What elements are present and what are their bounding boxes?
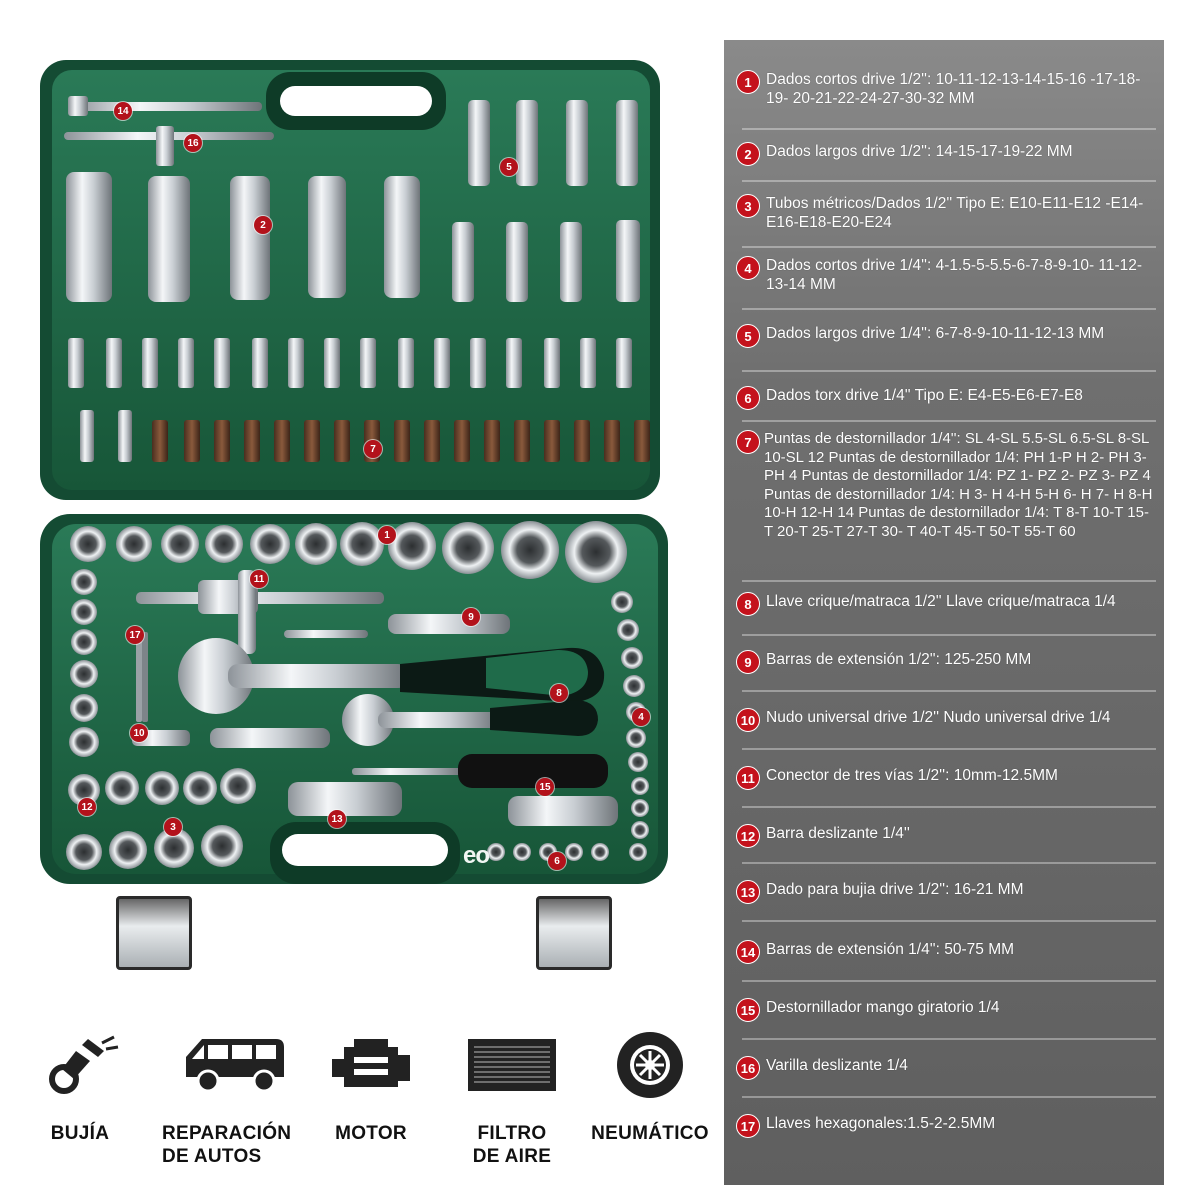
tire-icon: [580, 1030, 720, 1100]
legend-number-badge: 6: [736, 386, 760, 410]
legend-number-badge: 12: [736, 824, 760, 848]
legend-text: Varilla deslizante 1/4: [766, 1057, 908, 1074]
legend-text: Tubos métricos/Dados 1/2'' Tipo E: E10-E11-E12 -E14-E16-E18-E20-E24: [766, 195, 1144, 231]
divider: [742, 690, 1156, 692]
divider: [742, 748, 1156, 750]
marker-9: 9: [462, 608, 480, 626]
legend-number-badge: 16: [736, 1056, 760, 1080]
legend-item: [736, 880, 1154, 899]
divider: [742, 246, 1156, 248]
engine-icon: [326, 1030, 416, 1100]
divider: [742, 980, 1156, 982]
marker-13: 13: [328, 810, 346, 828]
legend-text: Llave crique/matraca 1/2'' Llave crique/matraca 1/4: [766, 593, 1116, 610]
legend-text: Dado para bujia drive 1/2'': 16-21 MM: [766, 881, 1024, 898]
legend-item: [736, 324, 1154, 343]
legend-item: [736, 386, 1154, 405]
legend-item: [736, 650, 1154, 669]
spark-plug-icon: [40, 1030, 120, 1100]
marker-5: 5: [500, 158, 518, 176]
legend-text: Dados cortos drive 1/2'': 10-11-12-13-14-15-16 -17-18-19- 20-21-22-24-27-30-32 MM: [766, 71, 1141, 107]
legend-panel: [724, 40, 1164, 1185]
marker-4: 4: [632, 708, 650, 726]
marker-3: 3: [164, 818, 182, 836]
legend-number-badge: 1: [736, 70, 760, 94]
legend-number-badge: 3: [736, 194, 760, 218]
legend-item: [736, 142, 1154, 161]
marker-8: 8: [550, 684, 568, 702]
legend-item: [736, 1114, 1154, 1133]
feature-label: FILTRO DE AIRE: [472, 1123, 552, 1167]
legend-item: [736, 998, 1154, 1017]
legend-item: [736, 1056, 1154, 1075]
divider: [742, 634, 1156, 636]
legend-number-badge: 15: [736, 998, 760, 1022]
legend-text: Destornillador mango giratorio 1/4: [766, 999, 1000, 1016]
legend-number-badge: 13: [736, 880, 760, 904]
legend-text: Barras de extensión 1/4'': 50-75 MM: [766, 941, 1015, 958]
marker-15: 15: [536, 778, 554, 796]
divider: [742, 862, 1156, 864]
legend-text: Barras de extensión 1/2'': 125-250 MM: [766, 651, 1032, 668]
legend-number-badge: 17: [736, 1114, 760, 1138]
legend-text: Llaves hexagonales:1.5-2-2.5MM: [766, 1115, 996, 1132]
marker-11: 11: [250, 570, 268, 588]
divider: [742, 920, 1156, 922]
legend-number-badge: 14: [736, 940, 760, 964]
legend-number-badge: 10: [736, 708, 760, 732]
feature-label: MOTOR: [335, 1123, 407, 1144]
legend-item: [736, 70, 1154, 108]
legend-number-badge: 9: [736, 650, 760, 674]
legend-number-badge: 5: [736, 324, 760, 348]
divider: [742, 370, 1156, 372]
legend-text: Dados largos drive 1/4'': 6-7-8-9-10-11-12-13 MM: [766, 325, 1105, 342]
legend-text: Nudo universal drive 1/2'' Nudo universal drive 1/4: [766, 709, 1111, 726]
legend-item: [736, 940, 1154, 959]
feature-label: NEUMÁTICO: [591, 1123, 709, 1144]
legend-text: Dados largos drive 1/2'': 14-15-17-19-22 MM: [766, 143, 1073, 160]
van-icon: [160, 1030, 310, 1100]
legend-text: Dados cortos drive 1/4'': 4-1.5-5-5.5-6-7-8-9-10- 11-12-13-14 MM: [766, 257, 1143, 293]
feature-car-repair: [160, 1030, 310, 1168]
legend-item: [736, 256, 1154, 294]
legend-item: [736, 430, 1154, 541]
marker-6: 6: [548, 852, 566, 870]
marker-12: 12: [78, 798, 96, 816]
legend-item: [736, 766, 1154, 785]
right-latch[interactable]: [536, 896, 612, 970]
left-latch[interactable]: [116, 896, 192, 970]
divider: [742, 420, 1156, 422]
feature-label: BUJÍA: [50, 1123, 110, 1144]
legend-number-badge: 8: [736, 592, 760, 616]
feature-air-filter: [462, 1030, 562, 1168]
legend-text: Barra deslizante 1/4'': [766, 825, 910, 842]
feature-tire: [580, 1030, 720, 1145]
feature-spark-plug: [40, 1030, 120, 1145]
marker-7: 7: [364, 440, 382, 458]
divider: [742, 580, 1156, 582]
legend-number-badge: 4: [736, 256, 760, 280]
feature-label: REPARACIÓN DE AUTOS: [162, 1123, 292, 1167]
legend-text: Dados torx drive 1/4'' Tipo E: E4-E5-E6-E7-E8: [766, 387, 1083, 404]
legend-item: [736, 194, 1154, 232]
legend-number-badge: 7: [736, 430, 760, 454]
divider: [742, 308, 1156, 310]
legend-item: [736, 824, 1154, 843]
brand-mark: eo: [463, 842, 490, 869]
marker-17: 17: [126, 626, 144, 644]
divider: [742, 128, 1156, 130]
divider: [742, 180, 1156, 182]
divider: [742, 1096, 1156, 1098]
legend-item: [736, 592, 1154, 611]
legend-number-badge: 11: [736, 766, 760, 790]
tool-case-illustration: [38, 52, 676, 892]
marker-14: 14: [114, 102, 132, 120]
legend-text: Puntas de destornillador 1/4'': SL 4-SL 5.5-SL 6.5-SL 8-SL 10-SL 12 Puntas de destornillador 1/4: PH 1-P H 2- PH 3- PH 4 Puntas de destornillador 1/4: PZ 1- PZ 2- PZ 3- PZ 4 Puntas de destornillador 1/4: H 3- H 4-H 5-H 6- H 7- H 8-H 10-H 12-H 14 Puntas de destornillador 1/4: T 8-T 10-T 15-T 20-T 25-T 27-T 30- T 40-T 45-T 50-T 55-T 60: [764, 430, 1153, 540]
legend-text: Conector de tres vías 1/2'': 10mm-12.5MM: [766, 767, 1058, 784]
tool-case-svg: [38, 52, 676, 892]
divider: [742, 806, 1156, 808]
legend-number-badge: 2: [736, 142, 760, 166]
legend-item: [736, 708, 1154, 727]
feature-engine: [326, 1030, 416, 1145]
air-filter-icon: [462, 1030, 562, 1100]
marker-1: 1: [378, 526, 396, 544]
marker-2: 2: [254, 216, 272, 234]
divider: [742, 1038, 1156, 1040]
marker-10: 10: [130, 724, 148, 742]
marker-16: 16: [184, 134, 202, 152]
